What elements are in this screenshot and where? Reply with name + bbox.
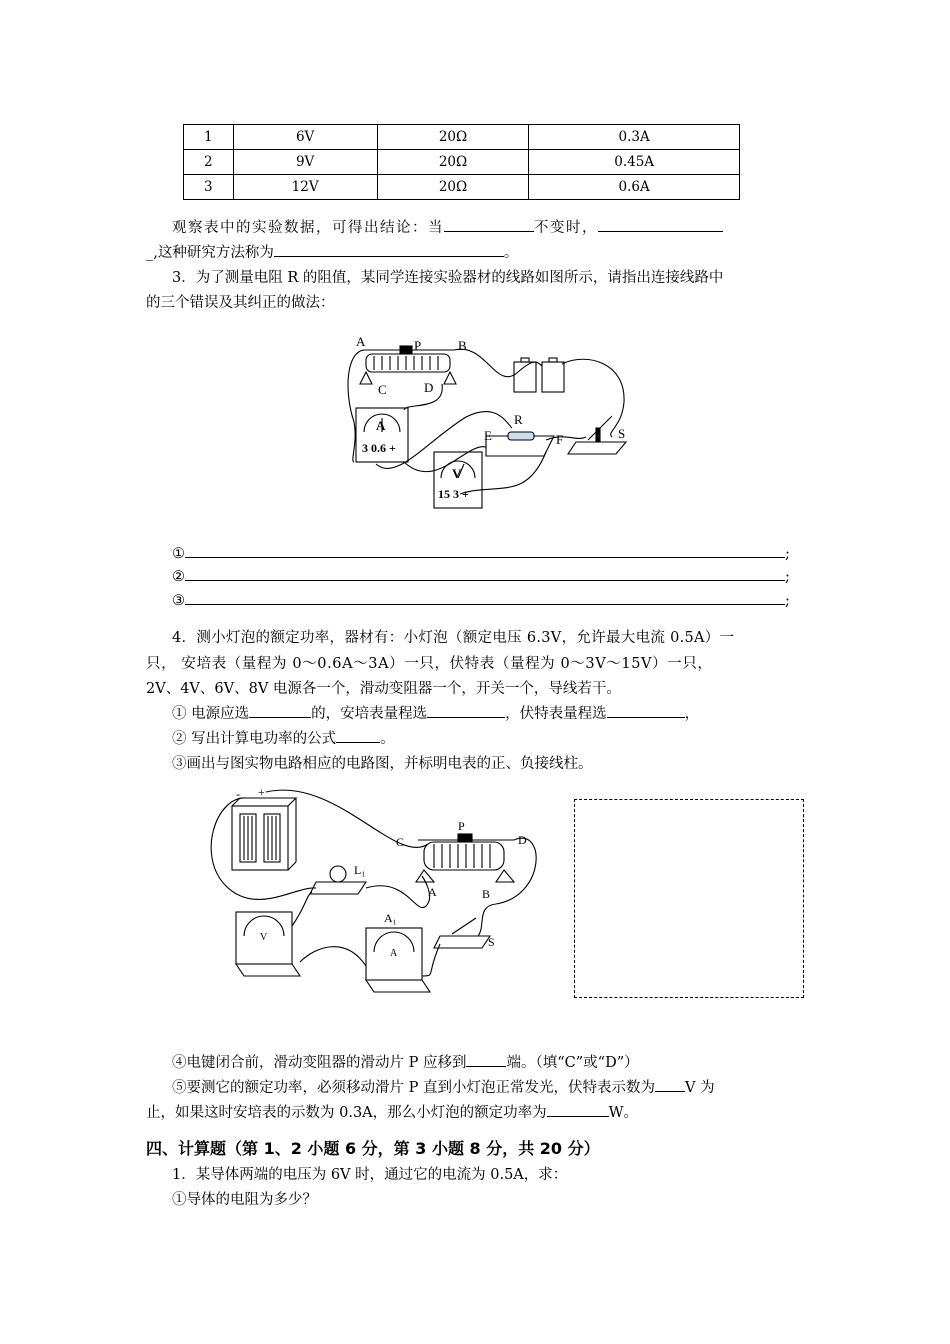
rheostat-2	[424, 842, 504, 870]
label-d: D	[424, 380, 434, 395]
table-cell: 1	[184, 125, 234, 150]
label-b: B	[458, 338, 467, 353]
q4-sub-2: ② 写出计算电功率的公式 。	[172, 727, 832, 751]
calc-q1-line: 1．某导体两端的电压为 6V 时，通过它的电流为 0.5A，求：	[172, 1167, 568, 1183]
answer-line-3: ③ ;	[172, 589, 832, 613]
fig2-label-d: D	[518, 833, 527, 847]
lamp-holder	[310, 882, 366, 894]
q3-line-2: 的三个错误及其纠正的做法：	[146, 295, 335, 311]
circuit-drawing-box[interactable]	[574, 799, 804, 998]
table-cell: 3	[184, 175, 234, 200]
lamp-l1	[330, 866, 346, 882]
voltmeter-terminals: 15 3 +	[438, 487, 469, 501]
ammeter-range-blank[interactable]	[427, 702, 505, 718]
switch-s	[568, 442, 626, 454]
battery-2	[542, 362, 564, 392]
q4-line-1: 4．测小灯泡的额定功率，器材有：小灯泡（额定电压 6.3V，允许最大电流 0.5A）一	[172, 630, 735, 646]
label-f: F	[556, 432, 564, 447]
q4-sub-3: ③画出与图实物电路相应的电路图，并标明电表的正、负接线柱。	[172, 756, 593, 772]
table-cell: 6V	[233, 125, 377, 150]
q4-line-3: 2V、4V、6V、8V 电源各一个，滑动变阻器一个，开关一个，导线若干。	[146, 681, 621, 697]
fig2-voltmeter-letter: V	[260, 932, 268, 943]
conclusion-blank-1[interactable]	[444, 216, 534, 232]
ammeter-terminals: 3 0.6 +	[362, 441, 396, 455]
circuit-figure-1	[336, 332, 636, 522]
table-cell: 0.45A	[529, 150, 740, 175]
label-p: P	[414, 338, 422, 353]
q4-sub-4: ④电键闭合前，滑动变阻器的滑动片 P 应移到 端。（填“C”或“D”）	[172, 1051, 832, 1075]
power-source-blank[interactable]	[249, 702, 311, 718]
label-c: C	[378, 382, 387, 397]
table-cell: 20Ω	[377, 125, 529, 150]
answer-blank-1[interactable]	[185, 542, 785, 558]
fig2-label-l1: L₁	[354, 863, 366, 877]
answer-line-2: ② ;	[172, 565, 832, 589]
answer-blank-2[interactable]	[185, 565, 785, 581]
q4-sub-5: ⑤要测它的额定功率，必须移动滑片 P 直到小灯泡正常发光，伏特表示数为 V 为	[172, 1076, 832, 1100]
answer-line-1: ① ;	[172, 542, 832, 566]
rheostat-coil	[366, 354, 450, 372]
power-blank[interactable]	[547, 1101, 609, 1117]
table-cell: 20Ω	[377, 150, 529, 175]
label-r: R	[514, 412, 523, 427]
fig2-label-b: B	[482, 887, 491, 901]
formula-blank[interactable]	[336, 727, 380, 743]
table-row	[184, 175, 740, 200]
fig2-label-p: P	[458, 819, 465, 833]
fig2-label-a1: A₁	[384, 911, 397, 925]
circuit-figure-2	[196, 786, 556, 1000]
conclusion-blank-2[interactable]	[598, 216, 723, 232]
label-e: E	[484, 428, 492, 443]
section-4-heading: 四、计算题（第 1、2 小题 6 分，第 3 小题 8 分，共 20 分）	[146, 1139, 600, 1158]
table-cell: 0.6A	[529, 175, 740, 200]
calc-q1-sub1: ①导体的电阻为多少？	[172, 1192, 317, 1208]
table-row	[184, 150, 740, 175]
table-cell: 0.3A	[529, 125, 740, 150]
table-cell: 9V	[233, 150, 377, 175]
fig2-plus: +	[258, 786, 265, 799]
q4-sub-1: ① 电源应选 的，安培表量程选 ，伏特表量程选 ，	[172, 702, 832, 726]
fig2-label-a: A	[428, 885, 437, 899]
fig2-label-s: S	[488, 935, 495, 949]
answer-blank-3[interactable]	[185, 589, 785, 605]
voltage-blank[interactable]	[655, 1076, 685, 1092]
label-s: S	[618, 426, 626, 441]
q4-sub-5-line-2: 止，如果这时安培表的示数为 0.3A，那么小灯泡的额定功率为 W。	[146, 1101, 806, 1125]
q3-line-1: 3．为了测量电阻 R 的阻值，某同学连接实验器材的线路如图所示，请指出连接线路中	[172, 270, 724, 286]
fig2-label-c: C	[396, 835, 405, 849]
table-cell: 2	[184, 150, 234, 175]
ammeter-letter: A	[376, 418, 386, 433]
table-row	[184, 125, 740, 150]
fig2-ammeter-letter: A	[390, 948, 398, 959]
conclusion-line-2: _,这种研究方法称为 。	[146, 241, 806, 265]
table-cell: 12V	[233, 175, 377, 200]
fig2-minus: -	[236, 787, 240, 801]
method-blank[interactable]	[274, 241, 504, 257]
switch-s2	[434, 936, 490, 948]
voltmeter-letter: V	[452, 466, 462, 481]
slider-end-blank[interactable]	[466, 1051, 506, 1067]
label-a: A	[356, 334, 366, 349]
conclusion-line-1: 观察表中的实验数据，可得出结论：当 不变时，	[172, 216, 812, 240]
data-table	[183, 124, 740, 200]
table-cell: 20Ω	[377, 175, 529, 200]
voltmeter-range-blank[interactable]	[607, 702, 685, 718]
q4-line-2: 只， 安培表（量程为 0～0.6A～3A）一只，伏特表（量程为 0～3V～15V）一只，	[146, 656, 713, 672]
